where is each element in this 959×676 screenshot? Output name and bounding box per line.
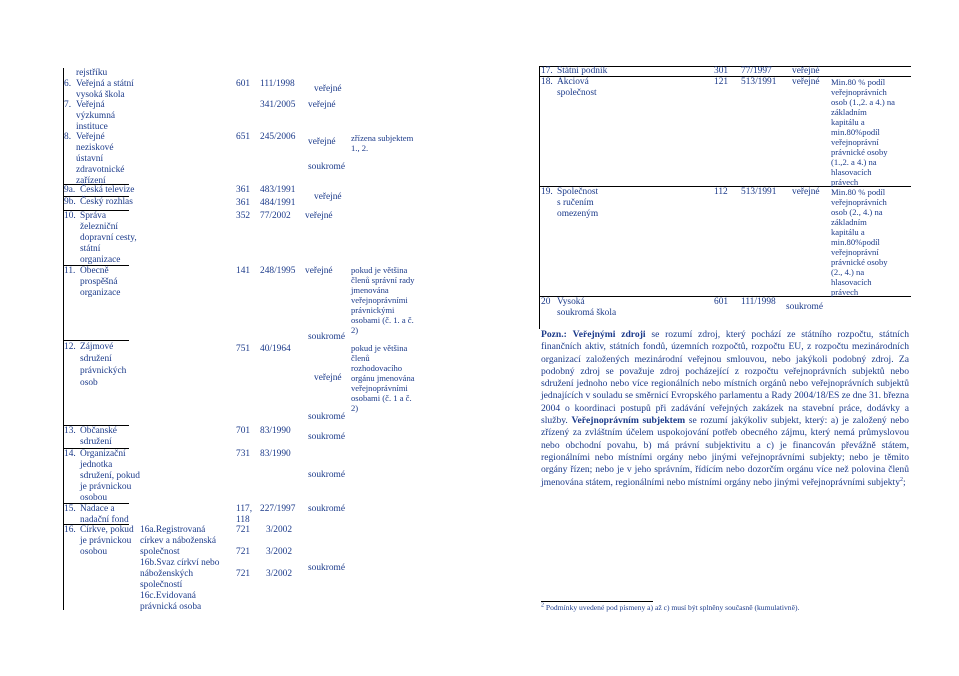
row10-label4: státní <box>80 244 101 254</box>
row16b-ico: 721 <box>236 547 251 557</box>
row14-status: soukromé <box>308 470 345 480</box>
row13-num: 13. <box>64 426 76 436</box>
row16-sub-line: společnost <box>140 547 180 557</box>
row18-note-line: (1.,2. a 4.) na <box>831 157 877 167</box>
row15-ico: 117, <box>236 504 253 514</box>
row19-note-line: veřejnoprávní <box>831 247 879 257</box>
row19-status: veřejné <box>792 187 820 197</box>
note-paragraph: Pozn.: Veřejnými zdroji se rozumí zdroj, který pochází ze státního rozpočtu, státních finančních aktiv, státních fondů, územních rozpočtů, rozpočtu EU, z rozpočtu mezinárodních organizací založených mezinárodní veřejnou smlouvou, nebo jakýkoli podobný zdroj. Za podobný zdroj se považuje zdroj pocházející z rozpočtu veřejnoprávních subjektů nebo sdružení jednoho nebo více regionálních nebo místních orgánů nebo veřejnoprávních subjektů jednajících v souladu se směrnicí Evropského parlamentu a Rady 2004/18/ES ze dne 31. března 2004 o koordinaci postupů při zadávání veřejných zakázek na stavební práce, dodávky a služby. Veřejnoprávním subjektem se rozumí jakýkoliv subjekt, který: a) je založený nebo zřízený za zvláštním účelem uspokojování potřeb obecného zájmu, který nemá průmyslovou nebo obchodní povahu, b) má právní subjektivitu a c) je financován převážně státem, regionálními nebo místními orgány nebo jinými veřejnoprávními subjekty; nebo je těmito orgány řízen; nebo je v jeho správním, řídícím nebo dozorčím orgánu více než polovina členů jmenována státem, regionálními nebo místními orgány nebo jinými veřejnoprávními subjekty$^2$; <box>541 329 910 488</box>
row11-note-line: osobami (č. 1. a č. <box>351 315 414 325</box>
note-tail: ; <box>903 476 906 488</box>
row18-note-line: veřejnoprávní <box>831 137 879 147</box>
row7-ico: 341/2005 <box>260 100 296 110</box>
row18-note-line: kapitálu a <box>831 117 865 127</box>
row14-num: 14. <box>64 449 76 459</box>
footnote-divider <box>541 601 653 602</box>
row11-ico: 141 <box>236 266 251 276</box>
row11-note-line: členů správní rady <box>351 275 415 285</box>
row17-status: veřejné <box>792 66 820 76</box>
row7-status: veřejné <box>308 100 336 110</box>
row11-label2: prospěšná <box>80 277 118 287</box>
row7-label3: instituce <box>76 122 108 132</box>
row18-note-line: právnické osoby <box>831 147 888 157</box>
row12-note-line: 2) <box>351 403 359 413</box>
row11-note-line: veřejnoprávními <box>351 295 408 305</box>
row19-note-line: veřejnoprávních <box>831 197 887 207</box>
row10-label5: organizace <box>80 255 121 265</box>
row13-ico: 701 <box>236 426 251 436</box>
row19-note-line: min.80%podíl <box>831 237 880 247</box>
row11-num: 11. <box>64 266 76 276</box>
row7-label2: výzkumná <box>76 111 116 121</box>
row19-ico: 112 <box>714 187 728 197</box>
row10-label3: dopravní cesty, <box>80 233 137 243</box>
row12-label3: právnických <box>80 366 127 376</box>
row14-law: 83/1990 <box>260 449 291 459</box>
row8-label5: zařízení <box>76 176 106 186</box>
row16-num: 16. <box>64 525 76 535</box>
row19-label3: omezeným <box>557 209 599 219</box>
row19-note-line: právech <box>831 287 859 297</box>
row9a-label: Česká televize <box>80 185 135 195</box>
row16c-ico: 721 <box>236 569 251 579</box>
row15-ico2: 118 <box>236 515 250 525</box>
row9a-num: 9a. <box>64 185 76 195</box>
row14-label4: je právnickou <box>80 482 132 492</box>
row9a-law: 483/1991 <box>260 185 296 195</box>
row15-label2: nadační fond <box>80 515 129 525</box>
row7-num: 7. <box>64 100 72 110</box>
row16c-law: 3/2002 <box>266 569 293 579</box>
row14-label2: jednotka <box>80 460 113 470</box>
row10-law: 77/2002 <box>260 211 291 221</box>
row-rejstriku-label: rejstříku <box>76 68 108 78</box>
row16-sub-line: 16a.Registrovaná <box>140 525 206 535</box>
row16-sub-line: 16c.Evidovaná <box>140 591 196 601</box>
row18-note-line: veřejnoprávních <box>831 87 887 97</box>
row10-status: veřejné <box>305 211 333 221</box>
row18-law: 513/1991 <box>741 77 777 87</box>
row17-ico: 301 <box>714 66 729 76</box>
row18-note-line: Min.80 % podíl <box>831 77 886 87</box>
row20-label2: soukromá škola <box>557 308 617 318</box>
row8-label: Veřejné <box>76 132 105 142</box>
row12-note-line: osobami (č. 1 a č. <box>351 393 412 403</box>
row15-status: soukromé <box>308 504 345 514</box>
row15-law: 227/1997 <box>260 504 296 514</box>
row12-label2: sdružení <box>80 354 112 364</box>
row13-law: 83/1990 <box>260 426 291 436</box>
row13-label: Občanské <box>80 426 117 436</box>
row16-sub-line: 16b.Svaz církví nebo <box>140 558 220 568</box>
row10-label: Správa <box>80 211 107 221</box>
row16-status: soukromé <box>308 563 345 573</box>
row8-status2: soukromé <box>308 162 345 172</box>
row8-note: zřízena subjektem <box>351 133 414 143</box>
row9b-law: 484/1991 <box>260 198 296 208</box>
row18-note-line: osob (1.,2. a 4.) na <box>831 97 895 107</box>
row20-label: Vysoká <box>557 297 585 307</box>
footnote-ref: 2 <box>900 476 903 483</box>
row9b-label: Český rozhlas <box>80 197 133 207</box>
note-lead: Pozn. <box>541 329 564 340</box>
row19-note-line: Min.80 % podíl <box>831 187 886 197</box>
row15-num: 15. <box>64 504 76 514</box>
note-text: se rozumí zdroj, který pochází ze státního rozpočtu, státních finančních aktiv, státních fondů, územních rozpočtů, rozpočtu EU, z rozpočtu mezinárodních organizací založených mezinárodní veřejnou smlouvou, nebo jakýkoli podobný zdroj. Za podobný zdroj se považuje zdroj pocházející z rozpočtu veřejnoprávních subjektů nebo sdružení jednoho nebo více regionálních nebo místních orgánů nebo veřejnoprávních subjektů jednajících v souladu se směrnicí Evropského parlamentu a Rady 2004/18/ES ze dne 31. března 2004 o koordinaci postupů při zadávání veřejných zakázek na stavební práce, dodávky a služby. <box>541 329 910 427</box>
row12-note-line: členů <box>351 353 370 363</box>
row11-label3: organizace <box>80 288 121 298</box>
note-bold-term: Veřejnými zdroji <box>572 329 646 340</box>
row20-ico: 601 <box>714 297 729 307</box>
row8-law: 245/2006 <box>260 132 296 142</box>
row6-num: 6. <box>64 79 72 89</box>
row20-num: 20 <box>541 297 551 307</box>
row18-label: Akciová <box>557 77 589 87</box>
row8-note2: 1., 2. <box>351 143 369 153</box>
row12-label: Zájmové <box>80 342 114 352</box>
row19-label: Společnost <box>557 187 599 197</box>
row6-ico: 601 <box>236 79 251 89</box>
row16-sub-line: společností <box>140 580 183 590</box>
row8-label2: neziskové <box>76 143 114 153</box>
row6-label2: vysoká škola <box>76 90 125 100</box>
row12-status: veřejné <box>314 373 342 383</box>
row12-ico: 751 <box>236 344 251 354</box>
row19-label2: s ručením <box>557 198 594 208</box>
row17-num: 17. <box>541 66 553 76</box>
row17-label: Státní podnik <box>557 66 608 76</box>
row12-note-line: veřejnoprávními <box>351 383 408 393</box>
row19-note-line: základním <box>831 217 867 227</box>
row20-status: soukromé <box>786 302 823 312</box>
row11-note-line: právnickými <box>351 305 395 315</box>
row8-label3: ústavní <box>76 154 104 164</box>
row15-label: Nadace a <box>80 504 115 514</box>
row16-sub-line: právnická osoba <box>140 602 202 612</box>
row10-num: 10. <box>64 211 76 221</box>
row18-note-line: právech <box>831 177 859 187</box>
row19-note-line: osob (2., 4.) na <box>831 207 883 217</box>
row12-label4: osob <box>80 378 98 388</box>
row17-law: 77/1997 <box>741 66 772 76</box>
row19-note-line: (2., 4.) na <box>831 267 865 277</box>
row8-label4: zdravotnické <box>76 165 125 175</box>
row16-sub-line: církev a náboženská <box>140 536 217 546</box>
footnote-text: Podmínky uvedené pod písmeny a) až c) musí být splněny současně (kumulativně). <box>545 603 800 612</box>
row8-status: veřejné <box>308 137 336 147</box>
row16b-law: 3/2002 <box>266 547 293 557</box>
row11-note-line: 2) <box>351 325 359 335</box>
note-text-2: se rozumí jakýkoliv subjekt, který: a) je založený nebo zřízený za zvláštním účelem uspokojování potřeb obecného zájmu, který nemá průmyslovou nebo obchodní povahu, b) má právní subjektivitu a c) je financován převážně státem, regionálními nebo místními orgány nebo jinými veřejnoprávními subjekty; nebo je těmito orgány řízen; nebo je v jeho správním, řídícím nebo dozorčím orgánu více než polovina členů jmenována státem, regionálními nebo místními orgány nebo jinými veřejnoprávními subjekty <box>541 415 909 488</box>
footnote-number: 2 <box>541 602 544 609</box>
row11-note-line: pokud je většina <box>351 265 408 275</box>
row6-law: 111/1998 <box>260 79 295 89</box>
row12-status2: soukromé <box>308 412 345 422</box>
row18-status: veřejné <box>792 77 820 87</box>
row12-note-line: rozhodovacího <box>351 363 403 373</box>
row9-status: veřejné <box>314 192 342 202</box>
row14-label3: sdružení, pokud <box>80 471 140 481</box>
row18-note-line: základním <box>831 107 867 117</box>
row16-label3: osobou <box>80 547 108 557</box>
row8-num: 8. <box>64 132 72 142</box>
row12-note-line: orgánu jmenována <box>351 373 415 383</box>
row11-status: veřejné <box>305 266 333 276</box>
row18-num: 18. <box>541 77 553 87</box>
row20-law: 111/1998 <box>741 297 776 307</box>
row9b-num: 9b. <box>64 197 76 207</box>
row11-law: 248/1995 <box>260 266 296 276</box>
row16-sub-line: náboženských <box>140 569 194 579</box>
row11-note-line: jmenována <box>351 285 389 295</box>
row13-status: soukromé <box>308 432 345 442</box>
footnote <box>541 603 799 612</box>
row12-law: 40/1964 <box>260 344 291 354</box>
row10-label2: železniční <box>80 222 118 232</box>
row10-ico: 352 <box>236 211 251 221</box>
row13-label2: sdružení <box>80 437 112 447</box>
row19-note-line: právnické osoby <box>831 257 888 267</box>
row7-label: Veřejná <box>76 100 105 110</box>
row16a-law: 3/2002 <box>266 525 293 535</box>
row11-status2: soukromé <box>308 332 345 342</box>
note-bold-term-2: Veřejnoprávním subjektem <box>571 415 686 427</box>
row18-label2: společnost <box>557 88 597 98</box>
row14-label: Organizační <box>80 449 126 459</box>
row14-ico: 731 <box>236 449 251 459</box>
row18-note-line: hlasovacích <box>831 167 872 177</box>
row6-status: veřejné <box>314 84 342 94</box>
row12-num: 12. <box>64 342 76 352</box>
row8-ico: 651 <box>236 132 251 142</box>
row11-label: Obecně <box>80 266 109 276</box>
row19-law: 513/1991 <box>741 187 777 197</box>
row19-num: 19. <box>541 187 553 197</box>
row19-note-line: kapitálu a <box>831 227 865 237</box>
row18-note-line: min.80%podíl <box>831 127 880 137</box>
row16-label: Církve, pokud <box>80 525 134 535</box>
row19-note-line: hlasovacích <box>831 277 872 287</box>
row16a-ico: 721 <box>236 525 251 535</box>
row9a-ico: 361 <box>236 185 251 195</box>
row14-label5: osobou <box>80 493 108 503</box>
row6-label: Veřejná a státní <box>76 79 134 89</box>
row9b-ico: 361 <box>236 198 251 208</box>
row18-ico: 121 <box>714 77 729 87</box>
row16-label2: je právnickou <box>80 536 132 546</box>
row12-note-line: pokud je většina <box>351 343 408 353</box>
